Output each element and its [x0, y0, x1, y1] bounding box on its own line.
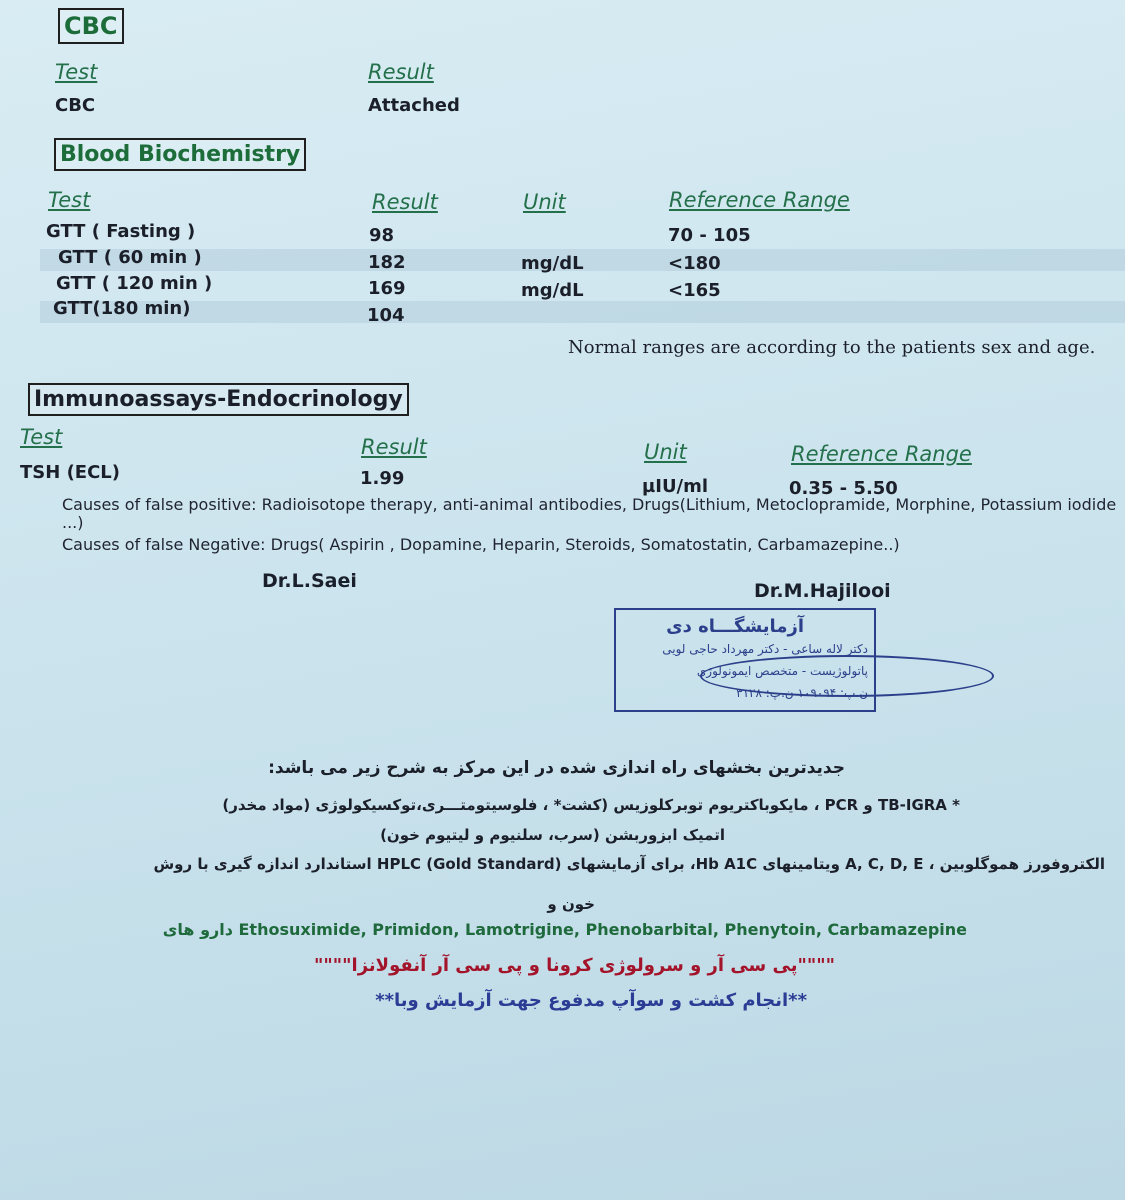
- immuno-col-ref: Reference Range: [791, 442, 972, 466]
- bio-row-result: 98: [369, 225, 395, 246]
- stamp-line1: دکتر لاله ساعی - دکتر مهرداد حاجی لویی: [662, 642, 868, 656]
- bio-row-test: GTT ( 60 min ): [58, 247, 202, 268]
- immuno-row-result: 1.99: [360, 468, 405, 489]
- stamp-line3: ن.پ: ۱۰۹۰۹۴ ن.پ: ۳۱۲۸: [736, 686, 868, 700]
- immuno-col-result: Result: [361, 435, 427, 459]
- immuno-row-unit: µIU/ml: [642, 476, 709, 497]
- footer-line-7: """"پی سی آر و سرولوژی کرونا و پی سی آر آنفولانزا"""": [314, 955, 835, 976]
- bio-heading: Blood Biochemistry: [54, 138, 306, 171]
- bio-row-ref: <180: [668, 253, 721, 274]
- false-positive-note: Causes of false positive: Radioisotope therapy, anti-animal antibodies, Drugs(Lithium, Metoclopramide, Morphine, Potassium iodide: [62, 495, 1117, 514]
- bio-col-result: Result: [372, 190, 438, 214]
- footer-line-5: خون و: [547, 895, 595, 913]
- footer-line-3: اتمیک ابزوربشن (سرب، سلنیوم و لیتیوم خون): [380, 826, 725, 844]
- footer-line-1: جدیدترین بخشهای راه اندازی شده در این مرکز به شرح زیر می باشد:: [268, 758, 845, 778]
- stamp-line2: پاتولوژیست - متخصص ایمونولوژی: [696, 664, 868, 678]
- bio-row-result: 182: [368, 252, 406, 273]
- bio-row-test: GTT ( Fasting ): [46, 221, 196, 242]
- stamp-title: آزمایشگـــاه دی: [666, 616, 804, 637]
- cbc-row-result: Attached: [368, 95, 460, 116]
- signature-left: Dr.L.Saei: [262, 570, 357, 592]
- bio-row-unit: mg/dL: [521, 253, 584, 274]
- cbc-col-result: Result: [368, 60, 434, 84]
- bio-col-unit: Unit: [523, 190, 566, 214]
- bio-row-ref: <165: [668, 280, 721, 301]
- bio-row-unit: mg/dL: [521, 280, 584, 301]
- bio-row-test: GTT(180 min): [53, 298, 191, 319]
- bio-row-result: 104: [367, 305, 405, 326]
- cbc-col-test: Test: [55, 60, 98, 84]
- signature-right: Dr.M.Hajilooi: [754, 580, 891, 602]
- bio-col-ref: Reference Range: [669, 188, 850, 212]
- bio-col-test: Test: [48, 188, 91, 212]
- footer-line-6: Ethosuximide, Primidon, Lamotrigine, Phenobarbital, Phenytoin, Carbamazepine دارو های: [162, 920, 967, 939]
- false-positive-note-cont: ...): [62, 513, 84, 532]
- footer-line-2: * TB-IGRA و PCR ، مایکوباکتریوم توبرکلوزیس (کشت* ، فلوسیتومتـــری،توکسیکولوژی (مواد مخدر): [222, 796, 960, 814]
- bio-row-result: 169: [368, 278, 406, 299]
- false-negative-note: Causes of false Negative: Drugs( Aspirin , Dopamine, Heparin, Steroids, Somatostatin, Carbamazepine..): [62, 535, 900, 554]
- bio-row-ref: 70 - 105: [668, 225, 751, 246]
- footer-line-8: **انجام کشت و سوآپ مدفوع جهت آزمایش وبا**: [375, 990, 807, 1011]
- bio-row-test: GTT ( 120 min ): [56, 273, 213, 294]
- signature-scribble: [700, 655, 994, 697]
- cbc-heading: CBC: [58, 8, 124, 44]
- immuno-row-test: TSH (ECL): [20, 462, 121, 483]
- cbc-row-test: CBC: [55, 95, 96, 116]
- immuno-row-ref: 0.35 - 5.50: [789, 478, 898, 499]
- row-band: [40, 301, 1125, 323]
- bio-note: Normal ranges are according to the patients sex and age.: [568, 337, 1096, 358]
- immuno-heading: Immunoassays-Endocrinology: [28, 383, 409, 416]
- footer-line-4: الکتروفورز هموگلوبین ، A, C, D, E ویتامینهای Hb A1C، برای آزمایشهای HPLC (Gold Standard) استاندارد اندازه گیری با روش: [153, 855, 1105, 873]
- immuno-col-unit: Unit: [644, 440, 687, 464]
- immuno-col-test: Test: [20, 425, 63, 449]
